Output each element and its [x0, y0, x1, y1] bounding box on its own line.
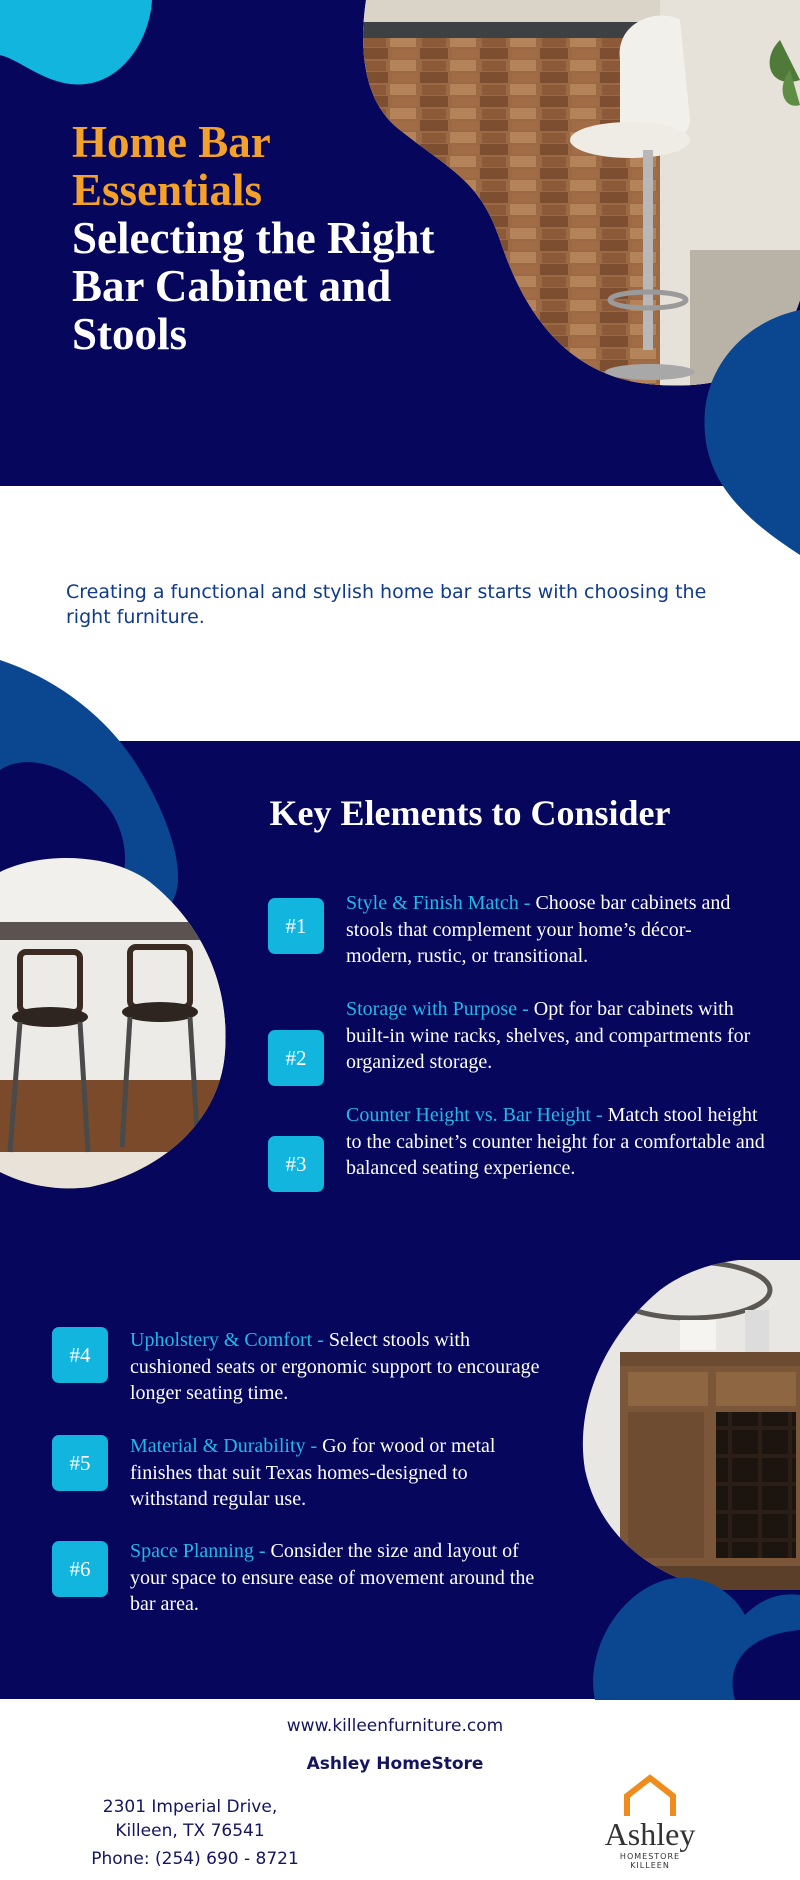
- list-item: [346, 1102, 766, 1182]
- item-heading: Space Planning -: [130, 1540, 271, 1562]
- address-line2: Killeen, TX 76541: [115, 1821, 265, 1841]
- logo-subtitle: HOMESTORE: [619, 1852, 681, 1861]
- item-badge: #2: [268, 1030, 324, 1086]
- list-item: [346, 890, 756, 970]
- list-item: [130, 1327, 550, 1407]
- bar-cabinet-photo: [580, 1260, 800, 1590]
- hero-title: [72, 118, 492, 358]
- house-icon: [590, 1772, 710, 1822]
- blue-blob-decoration: [690, 300, 800, 560]
- cyan-blob-decoration: [0, 0, 160, 90]
- website-link[interactable]: www.killeenfurniture.com: [286, 1716, 504, 1736]
- hero-title-line2: Essentials: [72, 165, 263, 215]
- logo-location: KILLEEN: [630, 1861, 670, 1870]
- item-body: Consider the size and layout of your space to ensure ease of movement around the bar area.: [130, 1540, 535, 1615]
- item-badge: #5: [52, 1435, 108, 1491]
- phone-number[interactable]: Phone: (254) 690 - 8721: [91, 1849, 299, 1869]
- item-badge: #3: [268, 1136, 324, 1192]
- ashley-logo: [590, 1772, 710, 1872]
- item-body: Opt for bar cabinets with built-in wine racks, shelves, and compartments for organized storage.: [346, 998, 751, 1073]
- hero-title-line3: Selecting the Right: [72, 213, 435, 263]
- item-heading: Counter Height vs. Bar Height -: [346, 1104, 608, 1126]
- bottom-blob-decoration: [585, 1575, 800, 1700]
- kitchen-stools-photo: [0, 852, 230, 1192]
- list-item: [130, 1433, 550, 1513]
- item-heading: Upholstery & Comfort -: [130, 1329, 329, 1351]
- address-line1: 2301 Imperial Drive,: [102, 1797, 278, 1817]
- list-item: [346, 996, 756, 1076]
- item-body: Select stools with cushioned seats or ergonomic support to encourage longer seating time.: [130, 1329, 540, 1404]
- list-item: [130, 1538, 550, 1618]
- item-heading: Storage with Purpose -: [346, 998, 534, 1020]
- logo-wordmark: Ashley: [604, 1816, 696, 1852]
- item-body: Choose bar cabinets and stools that complement your home’s décor-modern, rustic, or transitional.: [346, 892, 731, 967]
- intro-text: Creating a functional and stylish home bar starts with choosing the right furniture.: [66, 581, 707, 628]
- key-elements-title: Key Elements to Consider: [269, 793, 671, 833]
- store-address: [60, 1795, 320, 1843]
- item-heading: Material & Durability -: [130, 1435, 323, 1457]
- hero-title-line5: Stools: [72, 309, 188, 359]
- hero-title-line4: Bar Cabinet and: [72, 261, 392, 311]
- item-badge: #1: [268, 898, 324, 954]
- item-badge: #6: [52, 1541, 108, 1597]
- item-heading: Style & Finish Match -: [346, 892, 536, 914]
- store-name: Ashley HomeStore: [306, 1754, 484, 1774]
- item-body: Match stool height to the cabinet’s counter height for a comfortable and balanced seating experience.: [346, 1104, 765, 1179]
- item-badge: #4: [52, 1327, 108, 1383]
- item-body: Go for wood or metal finishes that suit Texas homes-designed to withstand regular use.: [130, 1435, 496, 1510]
- hero-title-line1: Home Bar: [72, 117, 271, 167]
